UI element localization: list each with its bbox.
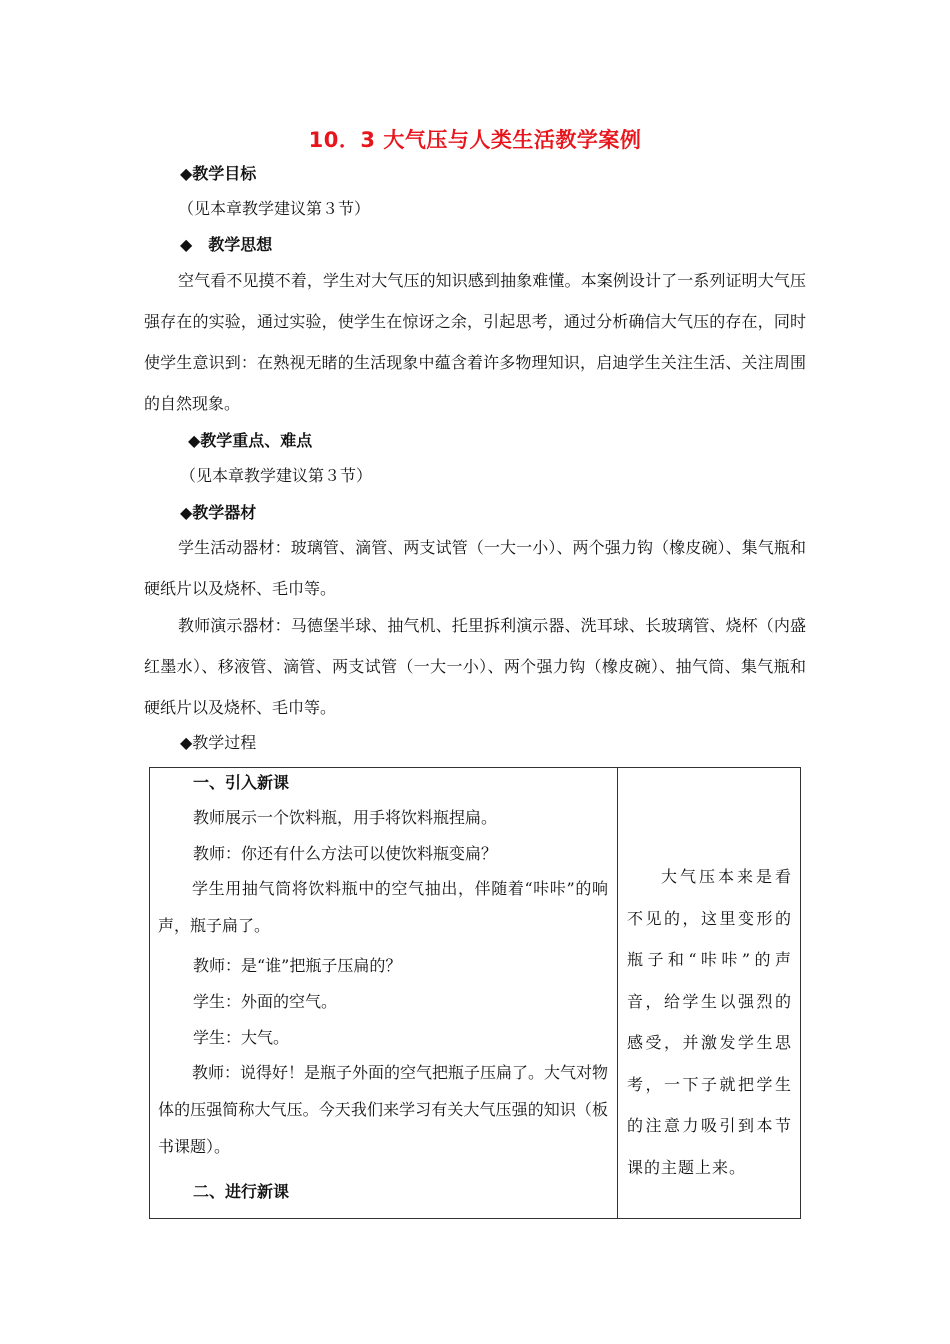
process-line-4: 学生：外面的空气。 [193,992,338,1011]
key-points-text: （见本章教学建议第３节） [180,466,373,485]
process-main-cell [150,768,618,1219]
page-title: 10．3 大气压与人类生活教学案例 [308,128,642,152]
equipment-heading: ◆教学器材 [180,503,257,522]
process-line-1: 教师展示一个饮料瓶，用手将饮料瓶捏扁。 [193,808,498,827]
process-paragraph-1: 学生用抽气筒将饮料瓶中的空气抽出，伴随着“咔咔”的响声，瓶子扁了。 [158,879,608,935]
goal-heading: ◆教学目标 [180,164,257,183]
key-points-heading: ◆教学重点、难点 [188,431,313,450]
process-line-3: 教师：是“谁”把瓶子压扁的？ [193,956,402,975]
teacher-equipment-paragraph: 教师演示器材：马德堡半球、抽气机、托里拆利演示器、洗耳球、长玻璃管、烧杯（内盛红墨水）、移液管、滴管、两支试管（一大一小）、两个强力钩（橡皮碗）、抽气筒、集气瓶和硬纸片以及烧杯、毛巾等。 [144,616,806,717]
goal-text: （见本章教学建议第３节） [178,199,371,218]
process-line-2: 教师：你还有什么方法可以使饮料瓶变扁？ [193,844,498,863]
part1-heading: 一、引入新课 [193,773,290,792]
process-table [149,767,801,1219]
process-heading: ◆教学过程 [180,733,257,752]
idea-heading: ◆ 教学思想 [180,235,273,254]
part2-heading: 二、进行新课 [193,1182,290,1201]
side-note: 大气压本来是看不见的，这里变形的瓶子和“咔咔”的声音，给学生以强烈的感受，并激发学生思考，一下子就把学生的注意力吸引到本节课的主题上来。 [627,867,792,1177]
process-paragraph-2: 教师：说得好！是瓶子外面的空气把瓶子压扁了。大气对物体的压强简称大气压。今天我们来学习有关大气压强的知识（板书课题）。 [158,1063,609,1156]
process-line-5: 学生：大气。 [193,1028,290,1047]
idea-paragraph: 空气看不见摸不着，学生对大气压的知识感到抽象难懂。本案例设计了一系列证明大气压强存在的实验，通过实验，使学生在惊讶之余，引起思考，通过分析确信大气压的存在，同时使学生意识到：在熟视无睹的生活现象中蕴含着许多物理知识，启迪学生关注生活、关注周围的自然现象。 [144,271,806,413]
student-equipment-paragraph: 学生活动器材：玻璃管、滴管、两支试管（一大一小）、两个强力钩（橡皮碗）、集气瓶和硬纸片以及烧杯、毛巾等。 [144,538,806,598]
process-note-cell [618,768,801,1219]
